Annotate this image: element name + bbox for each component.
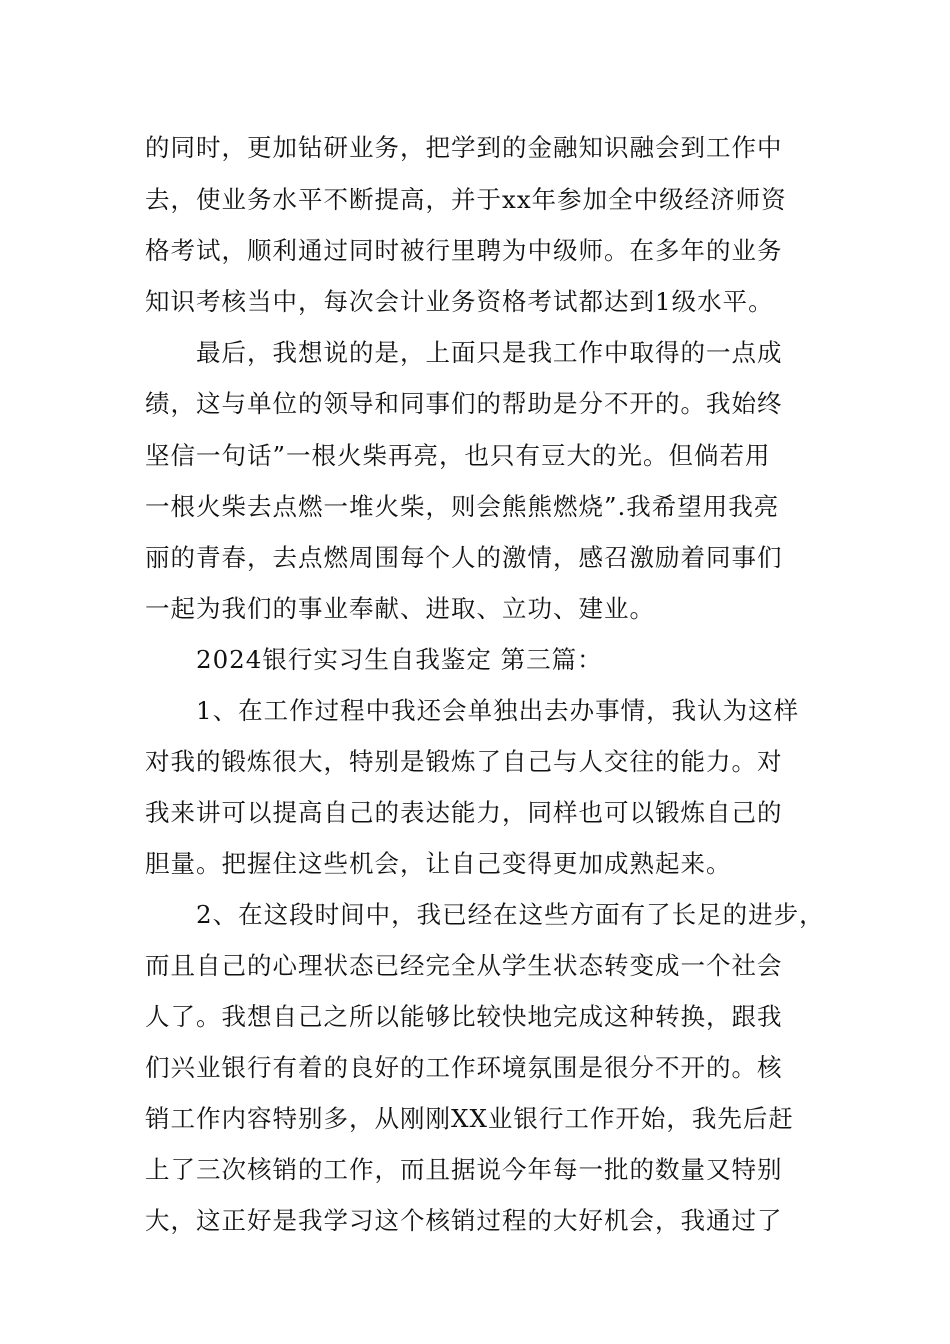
text-line: 绩，这与单位的领导和同事们的帮助是分不开的。我始终 <box>145 389 783 418</box>
text-line: 丽的青春，去点燃周围每个人的激情，感召激励着同事们 <box>145 543 783 572</box>
text-line: 人了。我想自己之所以能够比较快地完成这种转换，跟我 <box>145 1002 783 1031</box>
text-line: 对我的锻炼很大，特别是锻炼了自己与人交往的能力。对 <box>145 747 783 776</box>
text-line: 知识考核当中，每次会计业务资格考试都达到1级水平。 <box>145 287 774 316</box>
text-line: 上了三次核销的工作，而且据说今年每一批的数量又特别 <box>145 1155 783 1184</box>
text-line: 一起为我们的事业奉献、进取、立功、建业。 <box>145 594 655 623</box>
text-line: 的同时，更加钻研业务，把学到的金融知识融会到工作中 <box>145 133 783 162</box>
paragraph-first-line: 最后，我想说的是，上面只是我工作中取得的一点成 <box>196 338 783 367</box>
text-line: 们兴业银行有着的良好的工作环境氛围是很分不开的。核 <box>145 1053 783 1082</box>
text-line: 销工作内容特别多，从刚刚XX业银行工作开始，我先后赶 <box>145 1104 794 1133</box>
paragraph-first-line: 1、在工作过程中我还会单独出去办事情，我认为这样 <box>196 696 800 725</box>
text-line: 格考试，顺利通过同时被行里聘为中级师。在多年的业务 <box>145 236 783 265</box>
text-line: 坚信一句话”一根火柴再亮，也只有豆大的光。但倘若用 <box>145 441 771 470</box>
text-line: 而且自己的心理状态已经完全从学生状态转变成一个社会 <box>145 951 783 980</box>
text-line: 大，这正好是我学习这个核销过程的大好机会，我通过了 <box>145 1206 783 1235</box>
text-line: 胆量。把握住这些机会，让自己变得更加成熟起来。 <box>145 849 732 878</box>
text-line: 去，使业务水平不断提高，并于xx年参加全中级经济师资 <box>145 185 787 214</box>
text-line: 我来讲可以提高自己的表达能力，同样也可以锻炼自己的 <box>145 798 783 827</box>
section-heading: 2024银行实习生自我鉴定 第三篇： <box>196 645 603 674</box>
text-line: 一根火柴去点燃一堆火柴，则会熊熊燃烧”.我希望用我亮 <box>145 492 780 521</box>
paragraph-first-line: 2、在这段时间中，我已经在这些方面有了长足的进步， <box>196 900 825 929</box>
